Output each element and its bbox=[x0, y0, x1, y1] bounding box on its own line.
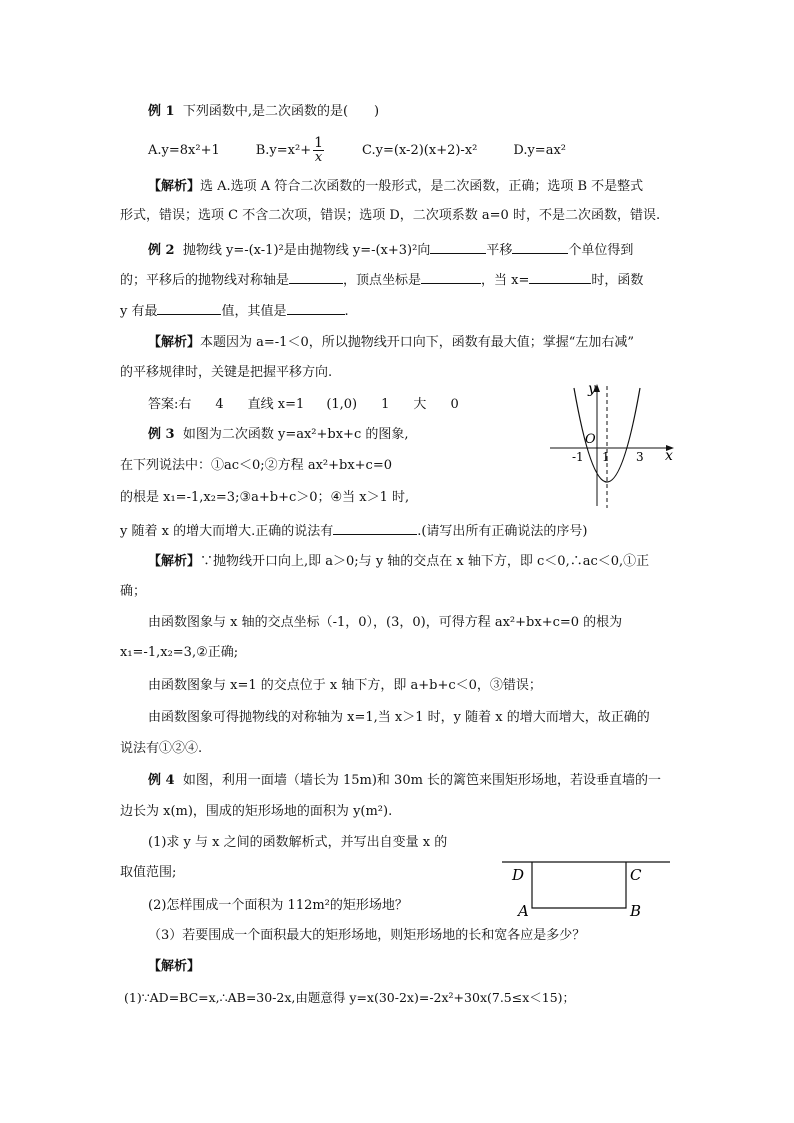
origin-label: O bbox=[585, 432, 596, 447]
ex3-analysis-line2: 确； bbox=[120, 584, 147, 599]
ex2-line2 bbox=[120, 270, 643, 290]
answer-value: (1,0) bbox=[326, 397, 358, 412]
ex2-answer bbox=[148, 396, 459, 414]
ex4-question2: (2)怎样围成一个面积为 112m²的矩形场地？ bbox=[148, 898, 408, 913]
blank bbox=[287, 301, 345, 315]
ex4-line2: 边长为 x(m)，围成的矩形场地的面积为 y(m²). bbox=[120, 804, 393, 819]
answer-value: 大 bbox=[413, 397, 427, 412]
answer-label: 答案:右 bbox=[148, 397, 192, 412]
ex2-label: 例 2 bbox=[148, 243, 175, 258]
blank bbox=[289, 270, 343, 284]
rectangle-fence-figure bbox=[500, 852, 672, 922]
ex2-text2: 平移 bbox=[486, 243, 513, 258]
ex3-analysis-line1 bbox=[148, 553, 649, 571]
ex2-text10: . bbox=[344, 304, 349, 319]
blank bbox=[430, 240, 486, 254]
ex1-option-c: C.y=(x-2)(x+2)-x² bbox=[362, 143, 478, 158]
blank bbox=[512, 240, 568, 254]
ex4-text1: 如图，利用一面墙（墙长为 15m)和 30m 长的篱笆来围矩形场地，若设垂直墙的一 bbox=[182, 773, 662, 788]
ex4-question1a: (1)求 y 与 x 之间的函数解析式，并写出自变量 x 的 bbox=[148, 835, 448, 850]
ex1-options bbox=[148, 136, 602, 165]
ex4-line1 bbox=[148, 772, 661, 790]
tick-1: 1 bbox=[602, 450, 610, 464]
tick-3: 3 bbox=[636, 450, 644, 464]
ex2-text4: 的；平移后的抛物线对称轴是 bbox=[120, 273, 290, 288]
ex3-line2: 在下列说法中：①ac＜0;②方程 ax²+bx+c=0 bbox=[120, 458, 392, 473]
ex3-analysis-line5: 由函数图象与 x=1 的交点位于 x 轴下方，即 a+b+c＜0，③错误； bbox=[148, 678, 542, 693]
analysis-tag: 【解析】 bbox=[148, 179, 201, 194]
fence-rectangle bbox=[532, 862, 626, 908]
ex2-text1: 抛物线 y=-(x-1)²是由抛物线 y=-(x+3)²向 bbox=[182, 243, 431, 258]
x-axis-label: x bbox=[665, 448, 673, 464]
ex3-label: 例 3 bbox=[148, 427, 175, 442]
fraction-num: 1 bbox=[314, 135, 324, 151]
ex3-analysis-text1: ∵抛物线开口向上,即 a＞0;与 y 轴的交点在 x 轴下方，即 c＜0,∴ac＜0,①正 bbox=[200, 554, 650, 569]
ex3-line3: 的根是 x₁=-1,x₂=3;③a+b+c＞0；④当 x＞1 时, bbox=[120, 490, 410, 505]
ex3-line4 bbox=[120, 521, 588, 541]
ex2-analysis-text1: 本题因为 a=-1＜0，所以抛物线开口向下，函数有最大值；掌握“左加右减” bbox=[200, 335, 635, 350]
ex1-question: 下列函数中,是二次函数的是( ) bbox=[182, 104, 380, 119]
analysis-tag: 【解析】 bbox=[148, 554, 201, 569]
vertex-b: B bbox=[630, 902, 642, 920]
ex3-line1 bbox=[148, 426, 409, 444]
ex2-text6: ，当 x= bbox=[481, 273, 530, 288]
y-axis-label: y bbox=[588, 381, 596, 397]
blank bbox=[333, 521, 417, 535]
blank bbox=[157, 301, 221, 315]
ex4-analysis-tag-line bbox=[148, 958, 200, 976]
analysis-tag: 【解析】 bbox=[148, 335, 201, 350]
answer-value: 直线 x=1 bbox=[247, 397, 305, 412]
ex2-analysis-line2: 的平移规律时，关键是把握平移方向. bbox=[120, 365, 333, 380]
vertex-d: D bbox=[512, 866, 525, 884]
ex3-text1: 如图为二次函数 y=ax²+bx+c 的图象, bbox=[182, 427, 409, 442]
ex4-question1b: 取值范围; bbox=[120, 865, 177, 880]
ex4-label: 例 4 bbox=[148, 773, 175, 788]
ex2-text5: ，顶点坐标是 bbox=[343, 273, 422, 288]
ex2-analysis-line1 bbox=[148, 334, 634, 352]
ex3-text4a: y 随着 x 的增大而增大.正确的说法有 bbox=[120, 524, 334, 539]
parabola-graph bbox=[548, 380, 680, 510]
ex1-option-d: D.y=ax² bbox=[513, 143, 566, 158]
blank bbox=[529, 270, 591, 284]
ex3-analysis-line4: x₁=-1,x₂=3,②正确; bbox=[120, 645, 239, 660]
ex1-label: 例 1 bbox=[148, 104, 175, 119]
ex1-analysis-text1: 选 A.选项 A 符合二次函数的一般形式，是二次函数，正确；选项 B 不是整式 bbox=[200, 179, 644, 194]
tick-minus1: -1 bbox=[572, 450, 584, 464]
ex2-text8: y 有最 bbox=[120, 304, 158, 319]
vertex-c: C bbox=[630, 866, 642, 884]
answer-value: 1 bbox=[381, 397, 390, 412]
ex1-option-b bbox=[256, 136, 326, 165]
answer-value: 0 bbox=[450, 397, 459, 412]
ex2-text9: 值，其值是 bbox=[221, 304, 287, 319]
ex1-title bbox=[148, 103, 379, 121]
ex2-line3 bbox=[120, 301, 349, 321]
fraction-den: x bbox=[314, 150, 323, 165]
answer-value: 4 bbox=[215, 397, 224, 412]
analysis-tag: 【解析】 bbox=[148, 959, 201, 974]
ex2-text3: 个单位得到 bbox=[568, 243, 634, 258]
ex3-text4b: .(请写出所有正确说法的序号) bbox=[417, 524, 588, 539]
ex1-analysis-line2: 形式，错误；选项 C 不含二次项，错误；选项 D，二次项系数 a=0 时，不是二次函数，错误. bbox=[120, 208, 661, 223]
ex1-analysis-line1 bbox=[148, 178, 643, 196]
ex4-solution-line1: (1)∵AD=BC=x,∴AB=30-2x,由题意得 y=x(30-2x)=-2x²+30x(7.5≤x＜15)； bbox=[124, 990, 576, 1005]
ex1-option-b-text: B.y=x²+ bbox=[255, 143, 312, 158]
fraction-1-over-x bbox=[313, 136, 324, 165]
ex1-option-a: A.y=8x²+1 bbox=[148, 143, 220, 158]
ex2-text7: 时，函数 bbox=[591, 273, 644, 288]
ex3-analysis-line7: 说法有①②④. bbox=[120, 741, 203, 756]
ex3-analysis-line6: 由函数图象可得抛物线的对称轴为 x=1,当 x＞1 时，y 随着 x 的增大而增大，故正确的 bbox=[148, 710, 650, 725]
ex2-line1 bbox=[148, 240, 633, 260]
vertex-a: A bbox=[518, 902, 529, 920]
ex3-analysis-line3: 由函数图象与 x 轴的交点坐标（-1，0），(3，0)，可得方程 ax²+bx+c=0 的根为 bbox=[148, 615, 623, 630]
blank bbox=[421, 270, 481, 284]
ex4-question3: （3）若要围成一个面积最大的矩形场地，则矩形场地的长和宽各应是多少？ bbox=[148, 928, 586, 943]
